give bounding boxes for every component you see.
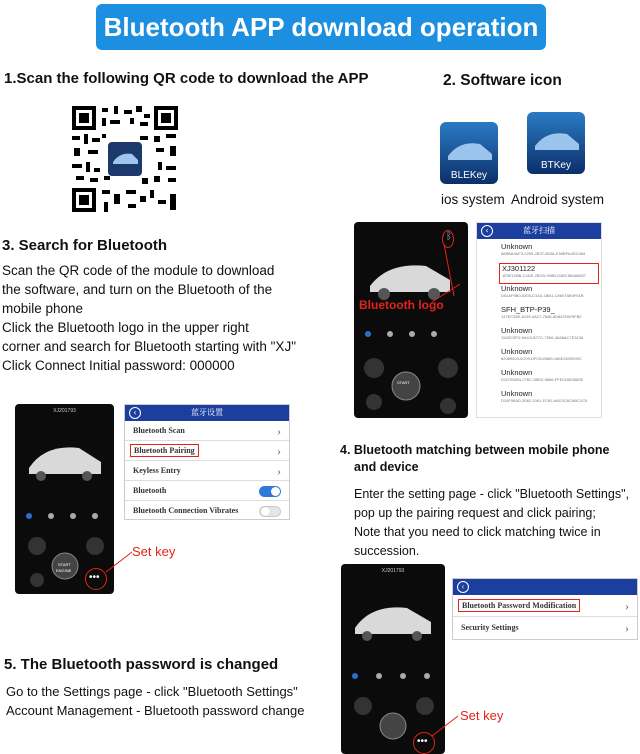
device-item[interactable] [501, 368, 601, 389]
device-id: D61AF9B0-6305-D14A-1BB1-C8607AB4F61B [501, 293, 584, 298]
device-item[interactable] [501, 347, 601, 368]
more-icon[interactable]: ••• [89, 572, 100, 583]
step2-title: 2. Software icon [443, 72, 562, 89]
device-name: XJ301122 [502, 264, 536, 273]
device-id: 147EC55E-8139-4A27-7848-8D842FAF9FB0 [501, 314, 582, 319]
page-banner: Bluetooth APP download operation [96, 4, 546, 50]
blekey-app-icon[interactable] [440, 122, 498, 184]
password-settings-panel [452, 578, 638, 640]
device-id: 6B9BA4AF3-2299-2B37-853A-E55BFA4DC064 [501, 251, 586, 256]
start-label: START [58, 562, 71, 567]
step3-title: 3. Search for Bluetooth [2, 237, 168, 254]
step3-line: corner and search for Bluetooth starting with "XJ" [2, 339, 296, 354]
step5-title: 5. The Bluetooth password is changed [4, 656, 279, 673]
step3-line: the software, and turn on the Bluetooth of the [2, 282, 273, 297]
qr-code[interactable] [70, 104, 180, 214]
device-item[interactable] [501, 389, 601, 410]
device-name: SFH_BTP-P39_ [501, 305, 555, 314]
set-key-label-2: Set key [460, 708, 504, 723]
step4-title-line2: and device [354, 460, 419, 474]
more-icon[interactable]: ••• [417, 736, 428, 747]
device-name: Unknown [501, 326, 533, 335]
back-icon[interactable]: ‹ [457, 581, 469, 593]
step5-line: Account Management - Bluetooth password change [6, 703, 305, 718]
device-id: 82089004-0C09-DFCB-B589-186E2829090C [501, 356, 582, 361]
back-icon[interactable]: ‹ [129, 407, 141, 419]
row-label: Bluetooth Pairing [130, 444, 199, 457]
device-name: XJ201793 [53, 408, 76, 414]
back-icon[interactable]: ‹ [481, 225, 493, 237]
blekey-label: BLEKey [450, 170, 488, 181]
step1-title: 1.Scan the following QR code to download the APP [4, 70, 369, 87]
settings-row-password[interactable] [453, 595, 637, 617]
settings-header-title: 蓝牙设置 [191, 408, 223, 417]
btkey-app-icon[interactable] [527, 112, 585, 174]
device-item[interactable] [501, 326, 601, 347]
step3-line: Click the Bluetooth logo in the upper right [2, 320, 249, 335]
device-name: Unknown [501, 368, 533, 377]
settings-row-keyless[interactable] [125, 461, 289, 481]
device-item[interactable] [501, 305, 601, 326]
device-id: D10F06AD-3062-1061-FC60-A6C0C6CABC1C5 [501, 398, 588, 403]
start-label: START [397, 380, 410, 385]
bluetooth-toggle[interactable] [259, 486, 281, 497]
step4-text [354, 485, 640, 561]
scan-header [477, 223, 601, 239]
row-label: Keyless Entry [133, 466, 181, 475]
engine-label: ENGINE [56, 568, 72, 573]
step3-line: Click Connect Initial password: 000000 [2, 358, 235, 373]
settings-header [453, 579, 637, 595]
device-id: 1E5E11BB-C4DE-2BCB-998B-D4BC5B466957 [502, 273, 586, 278]
ios-caption: ios system [441, 192, 505, 207]
row-label: Bluetooth [133, 486, 167, 495]
step5-line: Go to the Settings page - click "Bluetooth Settings" [6, 684, 298, 699]
settings-row-vibrate[interactable] [125, 501, 289, 521]
set-key-label: Set key [132, 544, 176, 559]
set-key-arrow-2 [430, 712, 460, 738]
device-name: XJ201793 [381, 568, 405, 574]
device-name: Unknown [501, 389, 533, 398]
bluetooth-scan-list [476, 222, 602, 418]
settings-row-pairing[interactable] [125, 441, 289, 461]
row-label: Bluetooth Connection Vibrates [133, 506, 239, 515]
step4-line: succession. [354, 544, 420, 558]
device-id: D1D7B2B4-276C-3BD0-9666-FFE015B3589E [501, 377, 584, 382]
row-label: Bluetooth Password Modification [458, 599, 580, 612]
bluetooth-icon[interactable]: ᛒ [446, 231, 452, 242]
device-name: Unknown [501, 347, 533, 356]
scan-header-title: 蓝牙扫描 [523, 226, 555, 235]
set-key-arrow [104, 548, 134, 574]
vibrate-toggle[interactable] [259, 506, 281, 517]
step4-line: Enter the setting page - click "Bluetooth Settings", [354, 487, 629, 501]
settings-header [125, 405, 289, 421]
settings-row-bluetooth[interactable] [125, 481, 289, 501]
step4-line: pop up the pairing request and click pairing; [354, 506, 596, 520]
device-item[interactable] [501, 242, 601, 263]
phone-screen-settings [15, 404, 114, 594]
step3-line: Scan the QR code of the module to download [2, 263, 275, 278]
row-label: Security Settings [461, 623, 519, 632]
row-label: Bluetooth Scan [133, 426, 185, 435]
device-name: Unknown [501, 284, 533, 293]
bluetooth-settings-panel [124, 404, 290, 520]
settings-row-scan[interactable] [125, 421, 289, 441]
step3-text [2, 261, 342, 375]
btkey-label: BTKey [540, 160, 571, 171]
step4-line: Note that you need to click matching twice in [354, 525, 601, 539]
chevron-right-icon: › [277, 464, 281, 478]
step5-text [6, 682, 326, 720]
bluetooth-logo-label: Bluetooth logo [359, 298, 444, 312]
device-item[interactable] [501, 284, 601, 305]
device-id: 1549C0FD-9AC8-B77C-7550-4A56AC7E3108 [501, 335, 584, 340]
settings-row-security[interactable] [453, 617, 637, 639]
chevron-right-icon: › [277, 424, 281, 438]
step3-line: mobile phone [2, 301, 84, 316]
android-caption: Android system [511, 192, 605, 207]
step4-title-line1: 4. Bluetooth matching between mobile phone [340, 443, 610, 457]
chevron-right-icon: › [625, 599, 629, 613]
chevron-right-icon: › [277, 444, 281, 458]
device-name: Unknown [501, 242, 533, 251]
device-item-selected[interactable] [499, 263, 599, 284]
annotation-arrow [420, 236, 480, 306]
chevron-right-icon: › [625, 621, 629, 635]
